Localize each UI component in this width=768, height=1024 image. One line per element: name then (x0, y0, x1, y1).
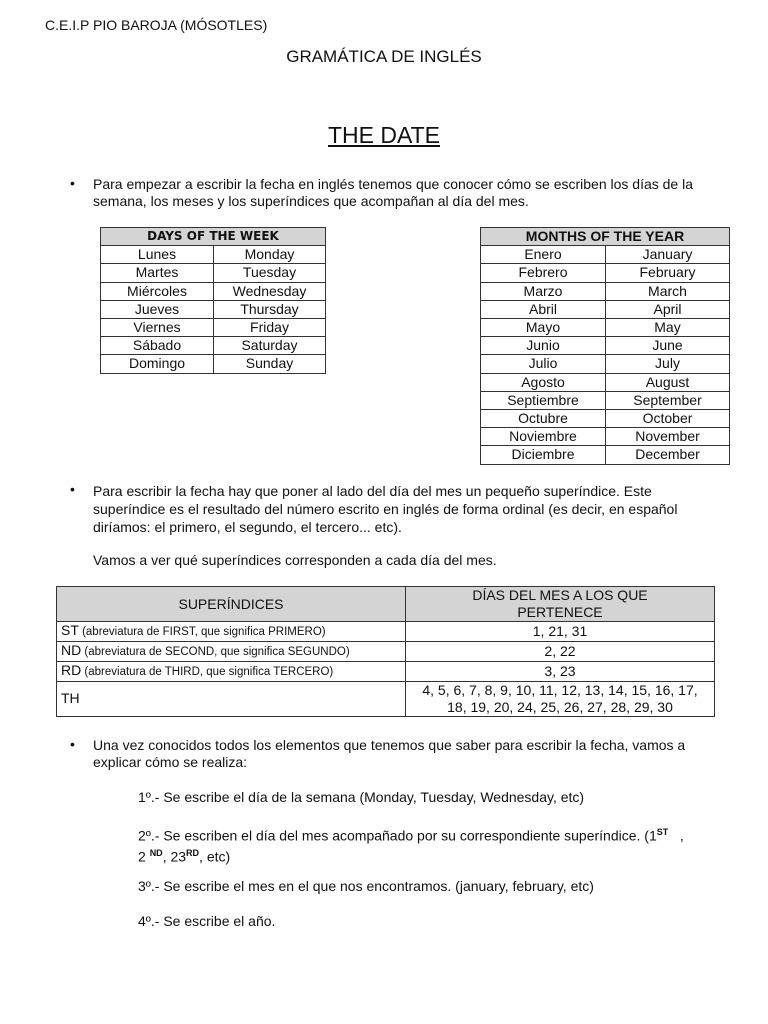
month-english: July (606, 355, 730, 373)
bullet-icon: • (70, 175, 75, 191)
superscript-followup: Vamos a ver qué superíndices corresponden a cada día del mes. (93, 552, 497, 568)
month-spanish: Marzo (481, 282, 606, 300)
superscripts-table (56, 586, 715, 717)
day-english: Wednesday (214, 282, 326, 300)
table-row (57, 682, 715, 717)
table-row (481, 282, 730, 300)
day-english: Saturday (214, 337, 326, 355)
month-english: April (606, 300, 730, 318)
month-spanish: Octubre (481, 410, 606, 428)
month-english: March (606, 282, 730, 300)
days-cell: 1, 21, 31 (406, 622, 715, 642)
days-table-header: DAYS OF THE WEEK (101, 228, 326, 246)
table-row (481, 355, 730, 373)
day-spanish: Domingo (101, 355, 214, 373)
table-row (101, 282, 326, 300)
intro-paragraph: Para empezar a escribir la fecha en inglés tenemos que conocer cómo se escriben los días de la semana, los meses y los superíndices que acompañan al día del mes. (93, 176, 693, 209)
step-2-etc: , etc) (199, 848, 231, 865)
superscripts-header: SUPERÍNDICES (57, 587, 406, 622)
step-2-sup-nd: ND (149, 847, 163, 858)
month-english: February (606, 264, 730, 282)
month-spanish: Julio (481, 355, 606, 373)
day-english: Thursday (214, 300, 326, 318)
superscript-note: (abreviatura de FIRST, que significa PRIMERO) (78, 626, 326, 638)
table-row (481, 446, 730, 464)
table-row (481, 319, 730, 337)
step-2-sup-rd: RD (186, 847, 200, 858)
table-row (481, 373, 730, 391)
step-2 (138, 824, 758, 865)
month-spanish: Febrero (481, 264, 606, 282)
day-spanish: Lunes (101, 246, 214, 264)
month-spanish: Diciembre (481, 446, 606, 464)
months-of-year-table (480, 227, 730, 465)
superscript-code: ST (61, 622, 79, 638)
day-spanish: Sábado (101, 337, 214, 355)
month-english: October (606, 410, 730, 428)
step-4: 4º.- Se escribe el año. (138, 913, 276, 929)
table-row (101, 300, 326, 318)
step-2-example-23: , 23 (162, 848, 187, 865)
school-name: C.E.I.P PIO BAROJA (MÓSOTLES) (45, 17, 268, 33)
table-row (57, 662, 715, 682)
day-english: Friday (214, 319, 326, 337)
table-row (481, 337, 730, 355)
month-spanish: Noviembre (481, 428, 606, 446)
table-row (101, 264, 326, 282)
bullet-icon: • (70, 481, 75, 497)
day-spanish: Jueves (101, 300, 214, 318)
table-row (481, 428, 730, 446)
superscript-cell (57, 682, 406, 717)
bullet-icon: • (70, 736, 75, 752)
step-1: 1º.- Se escribe el día de la semana (Monday, Tuesday, Wednesday, etc) (138, 789, 585, 805)
superscript-code: ND (61, 642, 82, 658)
superscript-code: TH (61, 689, 80, 706)
days-of-week-table (100, 227, 326, 374)
month-english: August (606, 373, 730, 391)
table-row (101, 355, 326, 373)
days-cell: 4, 5, 6, 7, 8, 9, 10, 11, 12, 13, 14, 15, 16, 17, 18, 19, 20, 24, 25, 26, 27, 28, 29, 30 (406, 682, 715, 717)
step-3: 3º.- Se escribe el mes en el que nos encontramos. (january, february, etc) (138, 878, 594, 894)
month-spanish: Junio (481, 337, 606, 355)
table-row (101, 246, 326, 264)
day-spanish: Martes (101, 264, 214, 282)
table-row (481, 391, 730, 409)
step-2-example-2: 2 (138, 848, 150, 865)
month-spanish: Enero (481, 246, 606, 264)
step-2-comma: , (668, 827, 684, 844)
superscript-note: (abreviatura de THIRD, que significa TERCERO) (81, 666, 334, 678)
table-row (481, 410, 730, 428)
days-cell: 2, 22 (406, 642, 715, 662)
days-header: DÍAS DEL MES A LOS QUE PERTENECE (406, 587, 715, 622)
day-english: Tuesday (214, 264, 326, 282)
month-spanish: Agosto (481, 373, 606, 391)
table-row (481, 246, 730, 264)
superscript-cell (57, 662, 406, 682)
month-english: December (606, 446, 730, 464)
month-english: May (606, 319, 730, 337)
day-spanish: Viernes (101, 319, 214, 337)
month-english: January (606, 246, 730, 264)
months-table-header: MONTHS OF THE YEAR (481, 228, 730, 246)
day-spanish: Miércoles (101, 282, 214, 300)
superscript-code: RD (61, 662, 82, 678)
table-row (481, 264, 730, 282)
table-row (481, 300, 730, 318)
table-row (57, 642, 715, 662)
table-row (101, 319, 326, 337)
table-row (57, 622, 715, 642)
superscript-cell (57, 622, 406, 642)
step-2-sup-st: ST (656, 827, 669, 837)
superscript-cell (57, 642, 406, 662)
document-subject: GRAMÁTICA DE INGLÉS (286, 47, 482, 66)
step-2-text: 2º.- Se escriben el día del mes acompañado por su correspondiente superíndice. (1 (138, 827, 657, 844)
month-english: November (606, 428, 730, 446)
day-english: Sunday (214, 355, 326, 373)
month-english: June (606, 337, 730, 355)
month-english: September (606, 391, 730, 409)
days-cell: 3, 23 (406, 662, 715, 682)
month-spanish: Mayo (481, 319, 606, 337)
table-row (101, 337, 326, 355)
month-spanish: Septiembre (481, 391, 606, 409)
steps-intro-paragraph: Una vez conocidos todos los elementos que tenemos que saber para escribir la fecha, vamos a explicar cómo se realiza: (93, 737, 686, 770)
superscript-paragraph: Para escribir la fecha hay que poner al lado del día del mes un pequeño superíndice. Este superíndice es el resultado del número escrito en inglés de forma ordinal (es decir, en español diríamos: el primero, el segundo, el tercero... etc). (93, 483, 678, 535)
superscript-note: (abreviatura de SECOND, que significa SEGUNDO) (81, 646, 350, 658)
month-spanish: Abril (481, 300, 606, 318)
day-english: Monday (214, 246, 326, 264)
page-title: THE DATE (327, 122, 441, 148)
